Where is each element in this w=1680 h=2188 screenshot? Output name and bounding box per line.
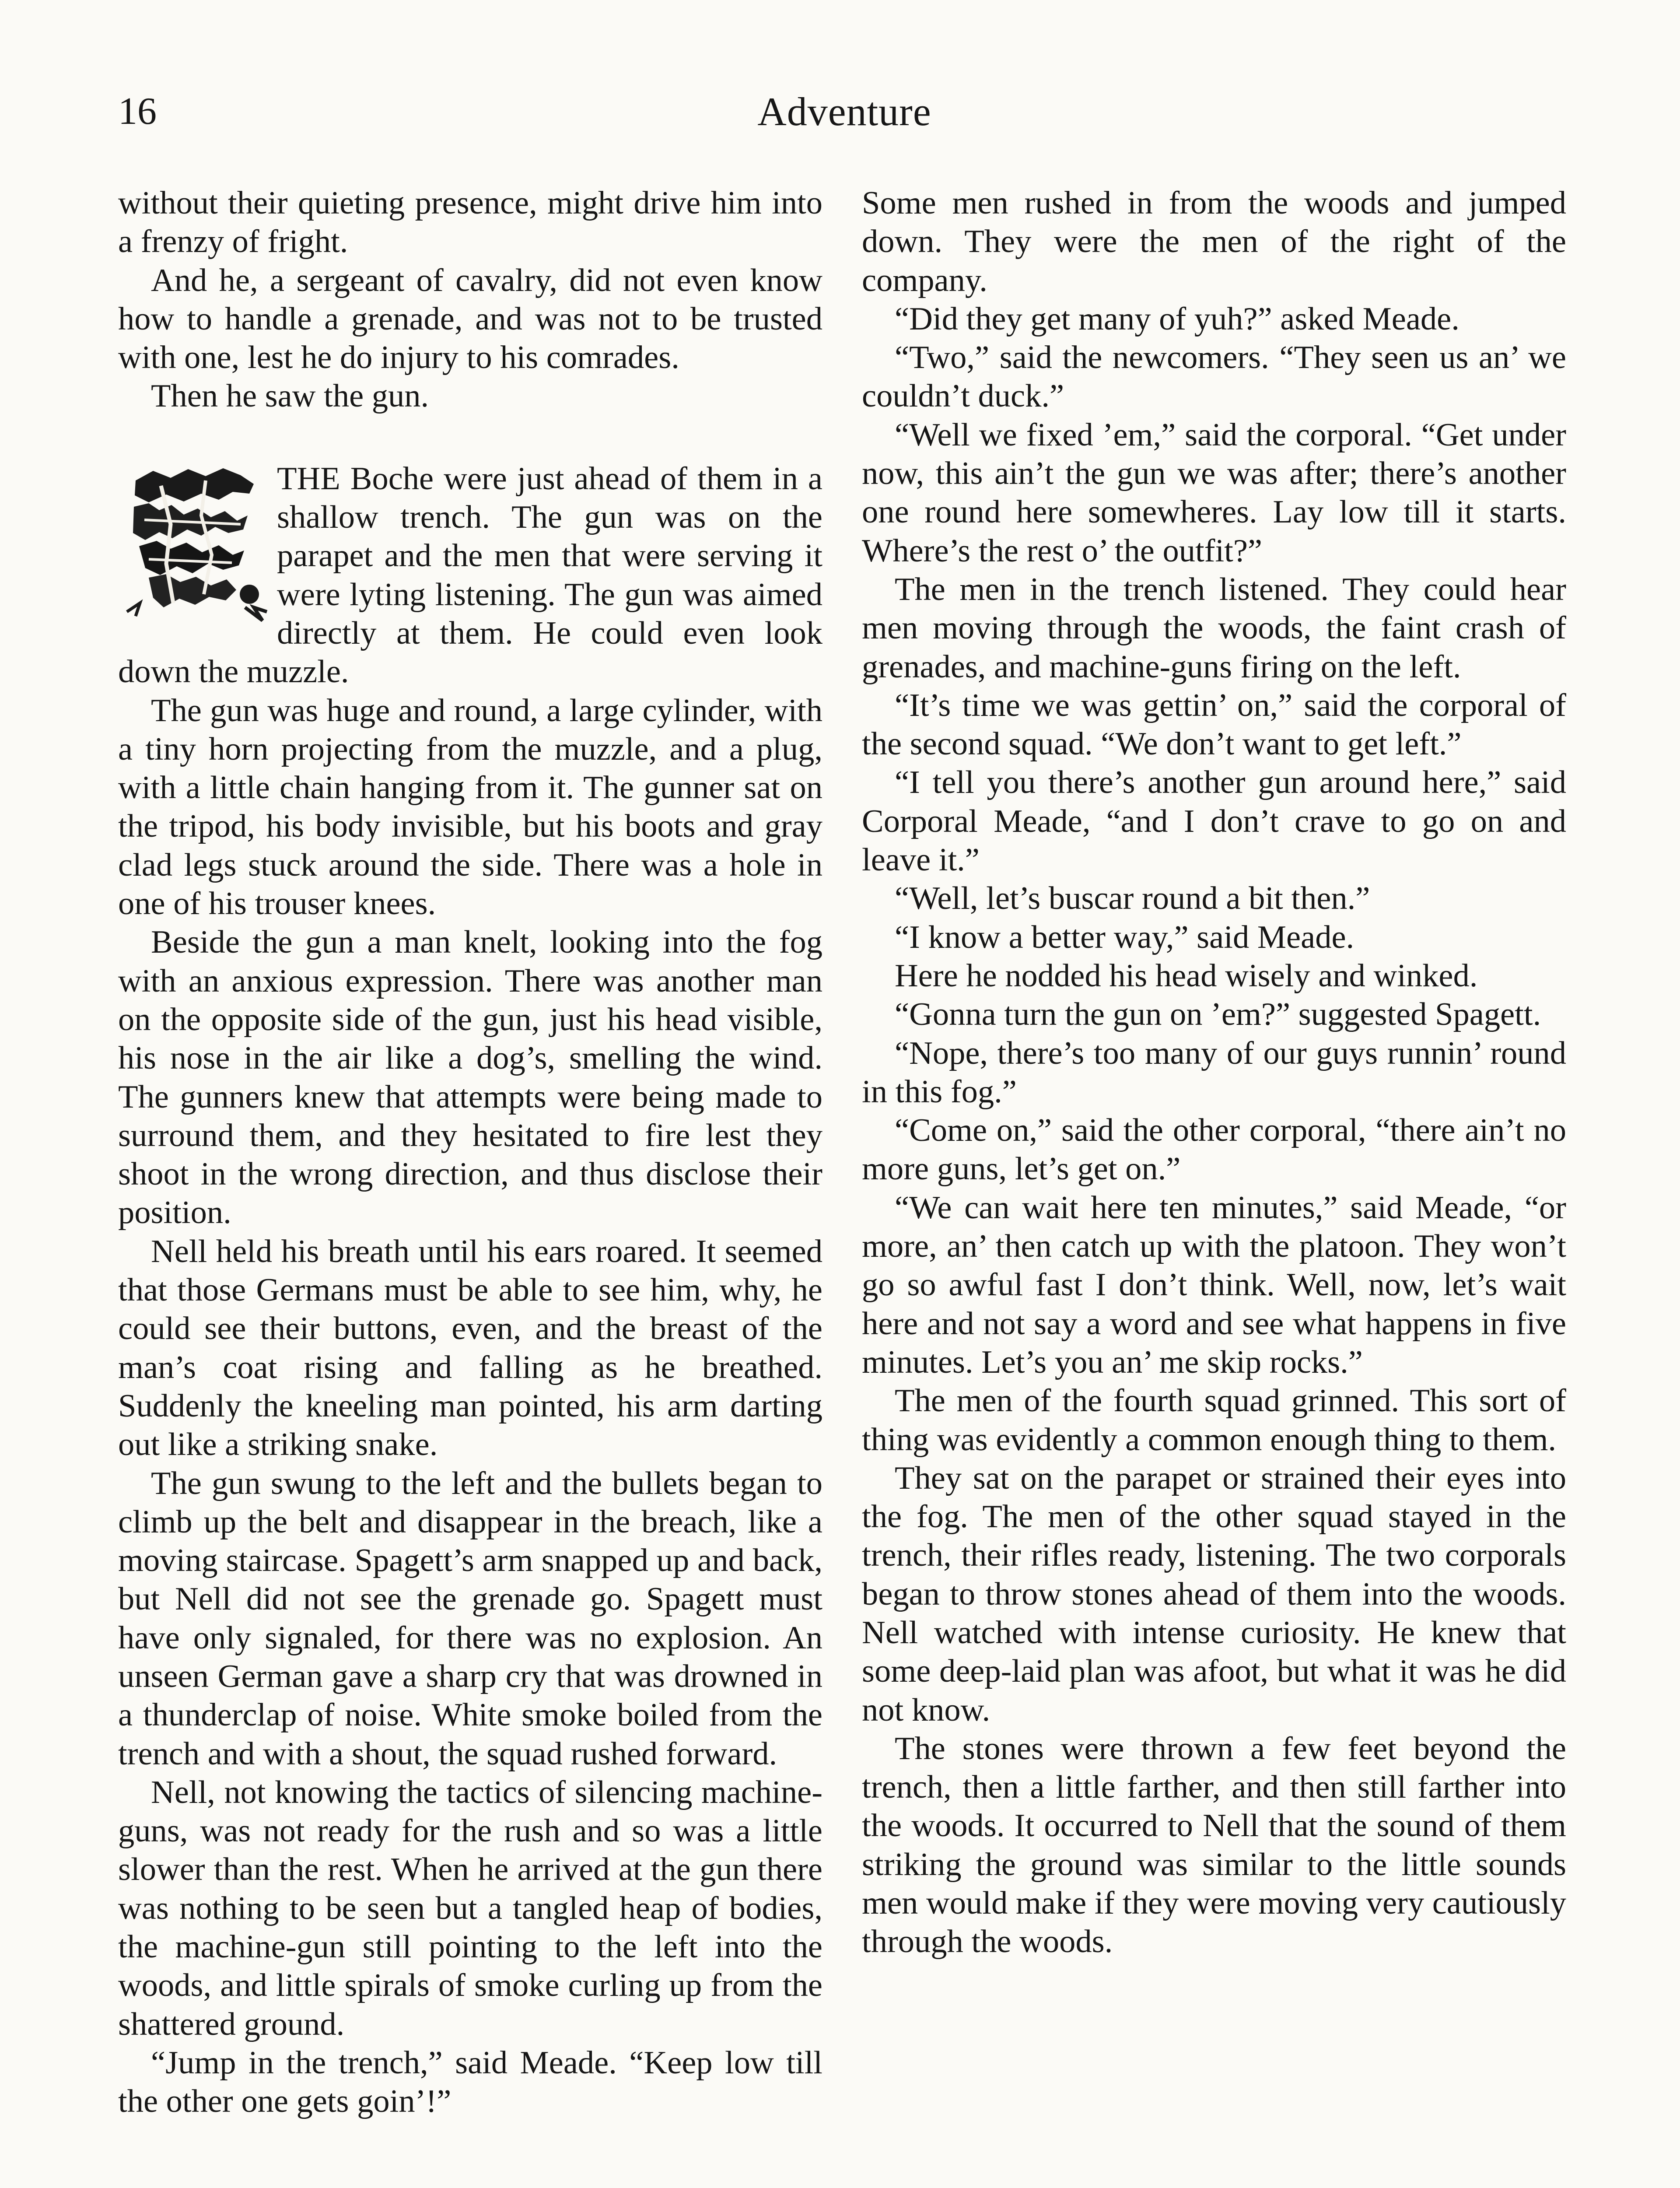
paragraph: The stones were thrown a few feet beyond the trench, then a little farther, and then still farther into the woods. It occurred to Nell that the sound of them striking the ground was similar to the little sounds men would make if they were moving very cautiously through the woods. [862,1730,1566,1960]
paragraph: “I know a better way,” said Meade. [895,919,1354,955]
paragraph: They sat on the parapet or strained their eyes into the fog. The men of the other squad stayed in the trench, their rifles ready, listening. The two corporals began to throw stones ahead of them into the woods. Nell watched with intense curiosity. He knew that some deep-laid plan was afoot, but what it was he did not know. [862,1460,1566,1728]
paragraph: “Come on,” said the other corporal, “there ain’t no more guns, let’s get on.” [862,1112,1566,1187]
paragraph: “It’s time we was gettin’ on,” said the corporal of the second squad. “We don’t want to get left.” [862,687,1566,762]
paragraph: Nell held his breath until his ears roared. It seemed that those Germans must be able to see him, why, he could see their buttons, even, and the breast of the man’s coat rising and falling as he breathed. Suddenly the kneeling man pointed, his arm darting out like a striking snake. [118,1233,822,1463]
paragraph: “Well, let’s buscar round a bit then.” [895,880,1370,917]
paragraph: without their quieting presence, might drive him into a frenzy of fright. [118,185,822,260]
paragraph: The gun swung to the left and the bullets began to climb up the belt and disappear in the breach, like a moving staircase. Spagett’s arm snapped up and back, but Nell did not see the grenade go. Spagett must have only signaled, for there was no explosion. An unseen German gave a sharp cry that was drowned in a thunderclap of noise. White smoke boiled from the trench and with a shout, the squad rushed forward. [118,1465,822,1772]
page-header [118,88,1571,144]
magazine-title: Adventure [757,89,931,134]
paragraph: The gun was huge and round, a large cylinder, with a tiny horn projecting from the muzzle, and a plug, with a little chain hanging from it. The gunner sat on the tripod, his body invisible, but his boots and gray clad legs stuck around the side. There was a hole in one of his trouser knees. [118,692,822,922]
paragraph: “Did they get many of yuh?” asked Meade. [895,301,1460,337]
paragraph: The men of the fourth squad grinned. This sort of thing was evidently a common enough thing to them. [862,1383,1566,1458]
paragraph: And he, a sergeant of cavalry, did not even know how to handle a grenade, and was not to be trusted with one, lest he do injury to his comrades. [118,262,822,376]
paragraph: The men in the trench listened. They could hear men moving through the woods, the faint crash of grenades, and machine-guns firing on the left. [862,571,1566,685]
paragraph: Nell, not knowing the tactics of silencing machine-guns, was not ready for the rush and so was a little slower than the rest. When he arrived at the gun there was nothing to be seen but a tangled heap of bodies, the machine-gun still pointing to the left into the woods, and little spirals of smoke curling up from the shattered ground. [118,1774,822,2042]
dropcap-paragraph: THE Boche were just ahead of them in a shallow trench. The gun was on the parapet and the men that were serving it were lyting listening. The gun was aimed directly at them. He could even look down the muzzle. [118,460,822,690]
right-column [862,184,1566,1961]
page-number: 16 [118,90,157,133]
dropcap-block [118,459,822,691]
paragraph: “Well we fixed ’em,” said the corporal. “Get under now, this ain’t the gun we was after; there’s another one round here somewheres. Lay low till it starts. Where’s the rest o’ the outfit?” [862,417,1566,569]
paragraph: Then he saw the gun. [151,378,429,414]
paragraph: “Two,” said the newcomers. “They seen us an’ we couldn’t duck.” [862,340,1566,414]
paragraph: Some men rushed in from the woods and jumped down. They were the men of the right of the company. [862,185,1566,298]
paragraph: Beside the gun a man knelt, looking into the fog with an anxious expression. There was another man on the opposite side of the gun, just his head visible, his nose in the air like a dog’s, smelling the wind. The gunners knew that attempts were being made to surround them, and they hesitated to fire lest they shoot in the wrong direction, and thus disclose their position. [118,924,822,1231]
paragraph: “Nope, there’s too many of our guys runnin’ round in this fog.” [862,1035,1566,1110]
left-column [118,184,822,2121]
paragraph: “Gonna turn the gun on ’em?” suggested Spagett. [895,996,1541,1033]
paragraph: “Jump in the trench,” said Meade. “Keep low till the other one gets goin’!” [118,2044,822,2120]
paragraph: “We can wait here ten minutes,” said Meade, “or more, an’ then catch up with the platoon. They won’t go so awful fast I don’t think. Well, now, let’s wait here and not say a word and see what happens in five minutes. Let’s you an’ me skip rocks.” [862,1189,1566,1380]
decorative-dropcap-icon [118,463,269,623]
paragraph: “I tell you there’s another gun around here,” said Corporal Meade, “and I don’t crave to go on and leave it.” [862,764,1566,878]
section-break [118,416,822,459]
paragraph: Here he nodded his head wisely and winked. [895,957,1478,994]
